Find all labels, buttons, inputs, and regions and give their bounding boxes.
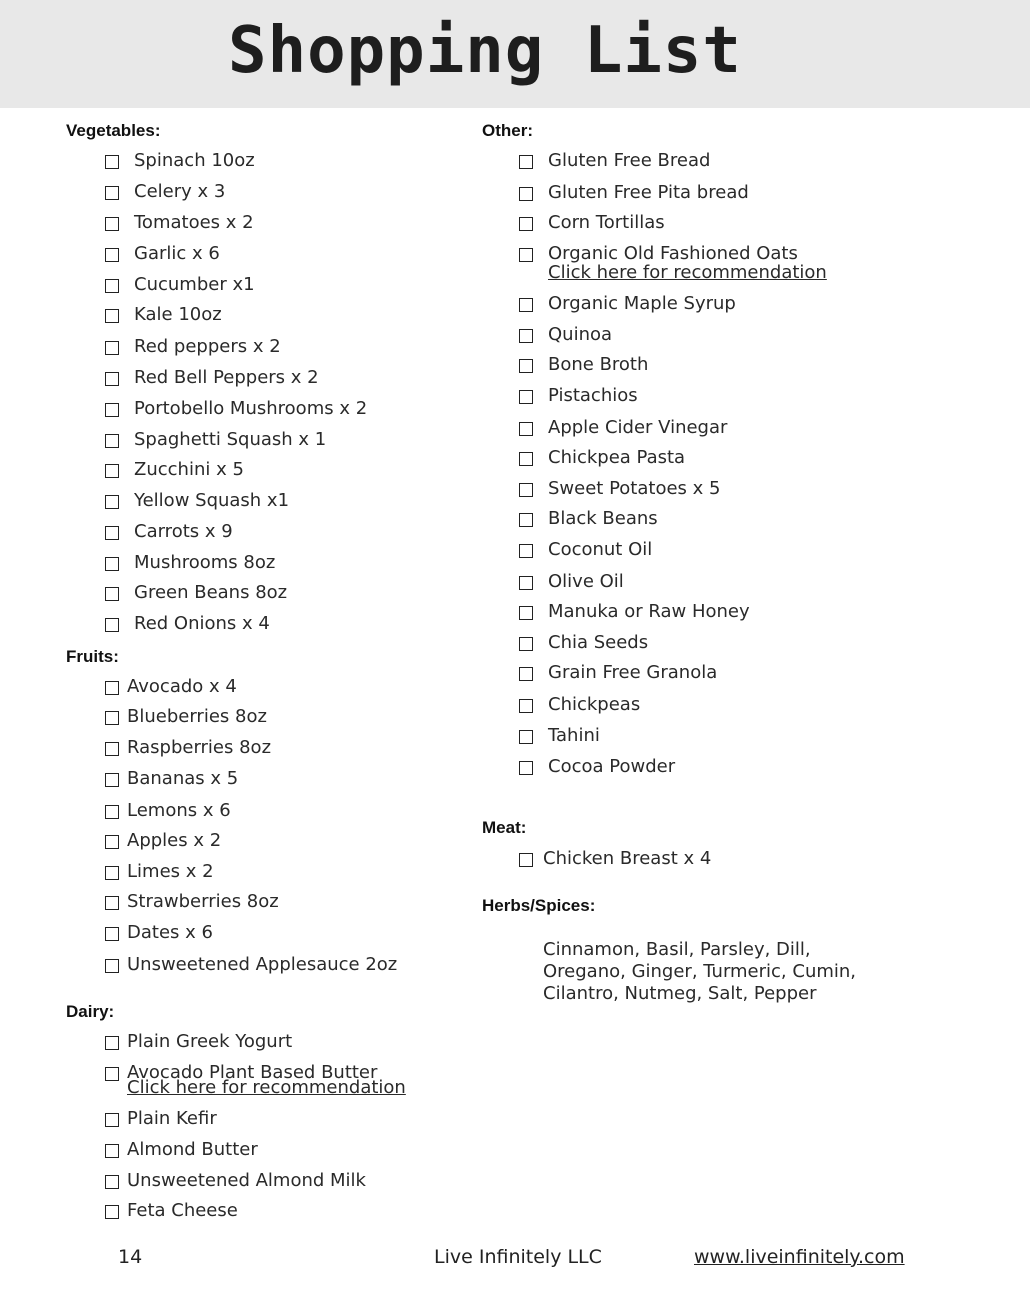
item-label: Bananas x 5 — [127, 768, 239, 789]
item-label: Spinach 10oz — [134, 150, 255, 171]
website-link[interactable]: www.liveinfinitely.com — [694, 1246, 905, 1268]
page-title: Shopping List — [228, 14, 742, 88]
recommendation-link[interactable]: Click here for recommendation — [127, 1077, 406, 1098]
checkbox[interactable] — [105, 896, 119, 910]
checkbox[interactable] — [105, 526, 119, 540]
checkbox[interactable] — [105, 1067, 119, 1081]
item-label: Unsweetened Almond Milk — [127, 1170, 366, 1191]
checkbox[interactable] — [105, 495, 119, 509]
checkbox[interactable] — [519, 513, 533, 527]
checkbox[interactable] — [105, 341, 119, 355]
checkbox[interactable] — [105, 1036, 119, 1050]
item-label: Lemons x 6 — [127, 800, 231, 821]
item-label: Bone Broth — [548, 354, 649, 375]
item-label: Dates x 6 — [127, 922, 213, 943]
checkbox[interactable] — [519, 155, 533, 169]
checkbox[interactable] — [105, 866, 119, 880]
heading-vegetables: Vegetables: — [66, 121, 161, 140]
item-label: Mushrooms 8oz — [134, 552, 276, 573]
item-label: Cucumber x1 — [134, 274, 255, 295]
item-label: Grain Free Granola — [548, 662, 718, 683]
item-label: Kale 10oz — [134, 304, 222, 325]
checkbox[interactable] — [105, 927, 119, 941]
checkbox[interactable] — [519, 667, 533, 681]
checkbox[interactable] — [519, 576, 533, 590]
item-label: Apple Cider Vinegar — [548, 417, 728, 438]
checkbox[interactable] — [105, 279, 119, 293]
item-label: Tahini — [548, 725, 600, 746]
checkbox[interactable] — [519, 248, 533, 262]
heading-herbs-spices: Herbs/Spices: — [482, 896, 596, 915]
checkbox[interactable] — [519, 730, 533, 744]
heading-fruits: Fruits: — [66, 647, 119, 666]
item-label: Limes x 2 — [127, 861, 214, 882]
page-number: 14 — [118, 1246, 143, 1268]
checkbox[interactable] — [519, 637, 533, 651]
checkbox[interactable] — [105, 186, 119, 200]
item-label: Blueberries 8oz — [127, 706, 267, 727]
checkbox[interactable] — [519, 761, 533, 775]
checkbox[interactable] — [105, 372, 119, 386]
checkbox[interactable] — [105, 464, 119, 478]
header-band — [0, 0, 1030, 108]
item-label: Pistachios — [548, 385, 638, 406]
item-label: Avocado Plant Based Butter — [127, 1062, 378, 1083]
item-label: Tomatoes x 2 — [134, 212, 254, 233]
item-label: Black Beans — [548, 508, 658, 529]
checkbox[interactable] — [105, 711, 119, 725]
checkbox[interactable] — [519, 483, 533, 497]
item-label: Manuka or Raw Honey — [548, 601, 750, 622]
item-label: Red Bell Peppers x 2 — [134, 367, 319, 388]
item-label: Coconut Oil — [548, 539, 653, 560]
item-label: Chickpea Pasta — [548, 447, 686, 468]
heading-meat: Meat: — [482, 818, 527, 837]
checkbox[interactable] — [105, 403, 119, 417]
item-label: Feta Cheese — [127, 1200, 238, 1221]
checkbox[interactable] — [105, 805, 119, 819]
checkbox[interactable] — [519, 606, 533, 620]
checkbox[interactable] — [519, 187, 533, 201]
checkbox[interactable] — [519, 298, 533, 312]
checkbox[interactable] — [105, 835, 119, 849]
item-label: Portobello Mushrooms x 2 — [134, 398, 368, 419]
item-label: Plain Greek Yogurt — [127, 1031, 293, 1052]
item-label: Raspberries 8oz — [127, 737, 272, 758]
checkbox[interactable] — [105, 217, 119, 231]
item-label: Green Beans 8oz — [134, 582, 288, 603]
recommendation-link[interactable]: Click here for recommendation — [548, 262, 827, 283]
checkbox[interactable] — [105, 773, 119, 787]
item-label: Chicken Breast x 4 — [543, 848, 712, 869]
checkbox[interactable] — [519, 422, 533, 436]
checkbox[interactable] — [105, 742, 119, 756]
checkbox[interactable] — [519, 853, 533, 867]
heading-dairy: Dairy: — [66, 1002, 115, 1021]
item-label: Sweet Potatoes x 5 — [548, 478, 721, 499]
item-label: Garlic x 6 — [134, 243, 220, 264]
item-label: Zucchini x 5 — [134, 459, 244, 480]
item-label: Quinoa — [548, 324, 613, 345]
checkbox[interactable] — [105, 1144, 119, 1158]
checkbox[interactable] — [105, 681, 119, 695]
item-label: Plain Kefir — [127, 1108, 217, 1129]
item-label: Red Onions x 4 — [134, 613, 270, 634]
item-label: Chia Seeds — [548, 632, 649, 653]
item-label: Apples x 2 — [127, 830, 222, 851]
checkbox[interactable] — [105, 1175, 119, 1189]
checkbox[interactable] — [105, 618, 119, 632]
item-label: Almond Butter — [127, 1139, 258, 1160]
checkbox[interactable] — [105, 155, 119, 169]
item-label: Gluten Free Bread — [548, 150, 711, 171]
checkbox[interactable] — [519, 544, 533, 558]
checkbox[interactable] — [519, 217, 533, 231]
herbs-spices-text: Cinnamon, Basil, Parsley, Dill, Oregano, Ginger, Turmeric, Cumin, Cilantro, Nutmeg, Salt, Pepper — [543, 939, 857, 1004]
item-label: Strawberries 8oz — [127, 891, 279, 912]
item-label: Cocoa Powder — [548, 756, 676, 777]
checkbox[interactable] — [519, 699, 533, 713]
checkbox[interactable] — [519, 329, 533, 343]
company-name: Live Infinitely LLC — [434, 1246, 602, 1268]
item-label: Avocado x 4 — [127, 676, 237, 697]
checkbox[interactable] — [105, 557, 119, 571]
item-label: Celery x 3 — [134, 181, 226, 202]
item-label: Chickpeas — [548, 694, 641, 715]
item-label: Yellow Squash x1 — [134, 490, 290, 511]
checkbox[interactable] — [105, 309, 119, 323]
checkbox[interactable] — [105, 587, 119, 601]
item-label: Organic Maple Syrup — [548, 293, 736, 314]
item-label: Olive Oil — [548, 571, 624, 592]
checkbox[interactable] — [519, 359, 533, 373]
checkbox[interactable] — [519, 452, 533, 466]
item-label: Corn Tortillas — [548, 212, 665, 233]
item-label: Red peppers x 2 — [134, 336, 281, 357]
item-label: Organic Old Fashioned Oats — [548, 243, 798, 264]
checkbox[interactable] — [105, 1205, 119, 1219]
checkbox[interactable] — [105, 959, 119, 973]
item-label: Carrots x 9 — [134, 521, 233, 542]
item-label: Gluten Free Pita bread — [548, 182, 749, 203]
checkbox[interactable] — [105, 434, 119, 448]
item-label: Spaghetti Squash x 1 — [134, 429, 327, 450]
checkbox[interactable] — [105, 248, 119, 262]
checkbox[interactable] — [519, 390, 533, 404]
checkbox[interactable] — [105, 1113, 119, 1127]
heading-other: Other: — [482, 121, 533, 140]
item-label: Unsweetened Applesauce 2oz — [127, 954, 398, 975]
